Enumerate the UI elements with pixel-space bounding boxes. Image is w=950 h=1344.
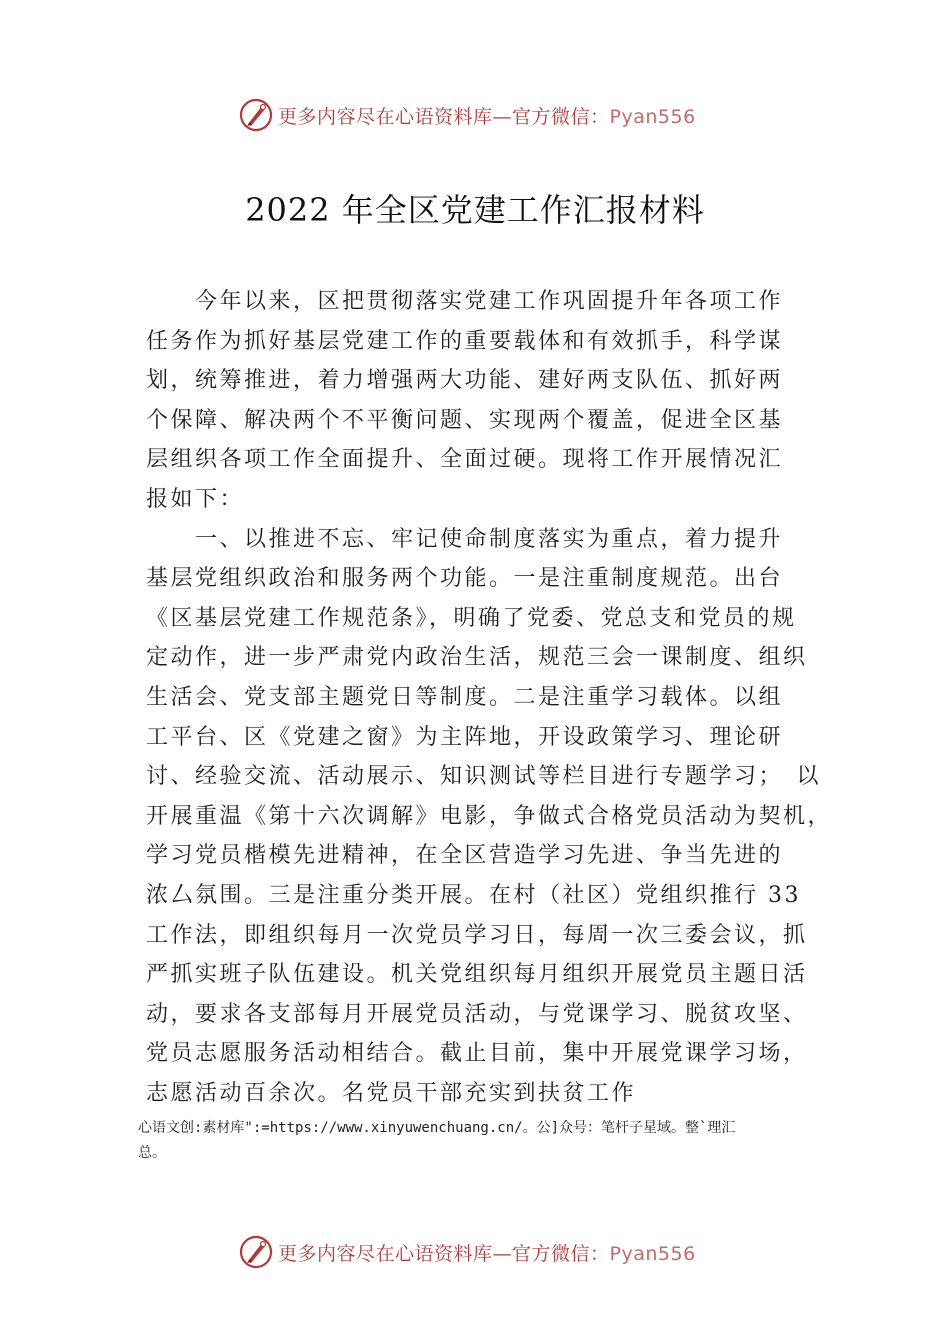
banner-text bbox=[278, 102, 696, 129]
text-line: 《区基层党建工作规范条》，明确了党委、党总支和党员的规 bbox=[146, 605, 797, 631]
text-line: 报如下： bbox=[146, 486, 245, 512]
text-line: 心语文创:素材库":=https://www.xinyuwenchuang.cn/。公]众号：笔杆子星域。整`理汇 bbox=[138, 1120, 736, 1136]
document-body bbox=[146, 282, 836, 1113]
wechat-id: Pyan556 bbox=[609, 1242, 696, 1265]
text-line: 党员志愿服务活动相结合。截止目前，集中开展党课学习场， bbox=[146, 1041, 808, 1067]
text-line: 动，要求各支部每月开展党员活动，与党课学习、脱贫攻坚、 bbox=[146, 1001, 808, 1027]
document-title: 2022 年全区党建工作汇报材料 bbox=[245, 191, 705, 229]
banner-slogan: 更多内容尽在心语资料库—官方微信： bbox=[278, 1242, 610, 1265]
text-line: 一、以推进不忘、牢记使命制度落实为重点，着力提升 bbox=[146, 526, 784, 552]
text-line: 生活会、党支部主题党日等制度。二是注重学习载体。以组 bbox=[146, 684, 784, 710]
text-line: 总。 bbox=[138, 1145, 166, 1161]
banner-text bbox=[278, 1239, 696, 1266]
text-line: 今年以来，区把贯彻落实党建工作巩固提升年各项工作 bbox=[146, 289, 784, 314]
text-line: 工平台、区《党建之窗》为主阵地，开设政策学习、理论研 bbox=[146, 724, 784, 750]
text-line: 基层党组织政治和服务两个功能。一是注重制度规范。出台 bbox=[146, 566, 784, 592]
text-line: 划，统筹推进，着力增强两大功能、建好两支队伍、抓好两 bbox=[146, 368, 784, 394]
text-line: 层组织各项工作全面提升、全面过硬。现将工作开展情况汇 bbox=[146, 447, 784, 473]
pen-nib-logo-icon bbox=[238, 1234, 274, 1270]
text-line: 开展重温《第十六次调解》电影，争做式合格党员活动为契机， bbox=[146, 803, 833, 829]
text-line: 任务作为抓好基层党建工作的重要载体和有效抓手，科学谋 bbox=[146, 328, 784, 354]
text-line: 志愿活动百余次。名党员干部充实到扶贫工作 bbox=[146, 1080, 637, 1106]
header-banner bbox=[0, 95, 950, 135]
text-line: 严抓实班子队伍建设。机关党组织每月组织开展党员主题日活 bbox=[146, 962, 808, 988]
text-line: 浓厶氛围。三是注重分类开展。在村（社区）党组织推行 33 bbox=[146, 882, 801, 908]
text-line: 定动作，进一步严肃党内政治生活，规范三会一课制度、组织 bbox=[146, 645, 808, 671]
pen-nib-logo-icon bbox=[238, 97, 274, 133]
footer-note bbox=[138, 1116, 838, 1166]
text-line: 工作法，即组织每月一次党员学习日，每周一次三委会议，抓 bbox=[146, 922, 808, 948]
text-line: 个保障、解决两个不平衡问题、实现两个覆盖，促进全区基 bbox=[146, 407, 784, 433]
footer-banner bbox=[0, 1232, 950, 1272]
text-line: 讨、经验交流、活动展示、知识测试等栏目进行专题学习； 以 bbox=[146, 764, 822, 790]
banner-slogan: 更多内容尽在心语资料库—官方微信： bbox=[278, 105, 610, 128]
wechat-id: Pyan556 bbox=[609, 105, 696, 128]
text-line: 学习党员楷模先进精神，在全区营造学习先进、争当先进的 bbox=[146, 843, 784, 869]
